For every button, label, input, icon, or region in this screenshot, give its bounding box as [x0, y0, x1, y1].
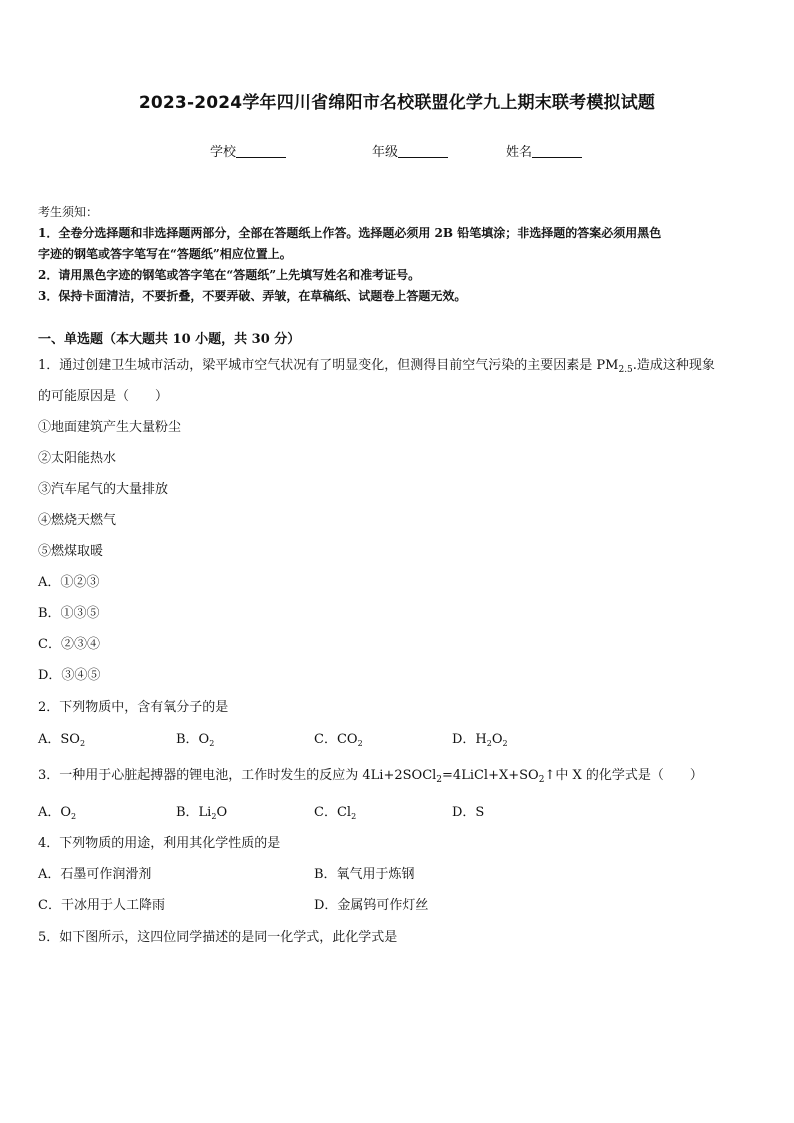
- section-heading: 一、单选题（本大题共 10 小题，共 30 分）: [38, 332, 301, 347]
- q4-stem: 4．下列物质的用途，利用其化学性质的是: [38, 836, 281, 851]
- school-field: [210, 141, 286, 160]
- q1-option-b: B．①③⑤: [38, 606, 100, 621]
- q1-item: ④燃烧天燃气: [38, 513, 117, 528]
- page-title: 2023-2024学年四川省绵阳市名校联盟化学九上期末联考模拟试题: [138, 93, 656, 113]
- q3-option-d: D．S: [452, 805, 485, 820]
- q1-option-c: C．②③④: [38, 637, 100, 652]
- q1-option-d: D．③④⑤: [38, 668, 101, 683]
- q2-option-d: D．$H_2O_2$: [452, 732, 508, 748]
- q1-item: ⑤燃煤取暖: [38, 544, 104, 559]
- q1-item: ①地面建筑产生大量粉尘: [38, 420, 182, 435]
- q2-stem: 2．下列物质中，含有氧分子的是: [38, 700, 229, 715]
- q3-stem: 3．一种用于心脏起搏器的锂电池，工作时发生的反应为 $4Li+2SOCl_2=4LiCl+X+SO_2↑$中 X 的化学式是（ ）: [38, 768, 703, 785]
- q2-option-b: B．$O_2$: [176, 732, 215, 748]
- q1-stem: 1．通过创建卫生城市活动，梁平城市空气状况有了明显变化，但测得目前空气污染的主要因素是 $PM_{2.5}$.造成这种现象: [38, 358, 715, 375]
- notice-heading: 考生须知：: [38, 205, 99, 219]
- school-label: 学校: [210, 145, 237, 160]
- notice-line-3: 3．保持卡面清洁，不要折叠，不要弄破、弄皱，在草稿纸、试题卷上答题无效。: [38, 289, 467, 303]
- q4-option-b: B．氧气用于炼钢: [314, 867, 415, 882]
- q3-option-c: C．$Cl_2$: [314, 805, 357, 821]
- grade-label: 年级: [372, 145, 399, 160]
- grade-field: [372, 141, 448, 160]
- q2-option-a: A．$SO_2$: [38, 732, 86, 748]
- school-blank: [236, 144, 286, 158]
- notice-line-1a: 1．全卷分选择题和非选择题两部分，全部在答题纸上作答。选择题必须用 2B 铅笔填涂；非选择题的答案必须用黑色: [38, 226, 662, 240]
- name-blank: [532, 144, 582, 158]
- q1-stem-cont: 的可能原因是（ ）: [38, 389, 169, 404]
- q4-option-c: C．干冰用于人工降雨: [38, 898, 165, 913]
- q2-option-c: C．$CO_2$: [314, 732, 363, 748]
- q5-stem: 5．如下图所示，这四位同学描述的是同一化学式，此化学式是: [38, 930, 398, 945]
- grade-blank: [398, 144, 448, 158]
- q1-item: ③汽车尾气的大量排放: [38, 482, 169, 497]
- q4-option-d: D．金属钨可作灯丝: [314, 898, 429, 913]
- q1-option-a: A．①②③: [38, 575, 100, 590]
- notice-line-2: 2．请用黑色字迹的钢笔或答字笔在“答题纸”上先填写姓名和准考证号。: [38, 268, 421, 282]
- q3-option-a: A．$O_2$: [38, 805, 77, 821]
- q3-option-b: B．$Li_2O$: [176, 805, 228, 821]
- name-field: [506, 141, 582, 160]
- name-label: 姓名: [506, 145, 533, 160]
- q1-item: ②太阳能热水: [38, 451, 117, 466]
- q4-option-a: A．石墨可作润滑剂: [38, 867, 152, 882]
- notice-line-1b: 字迹的钢笔或答字笔写在“答题纸”相应位置上。: [38, 247, 292, 261]
